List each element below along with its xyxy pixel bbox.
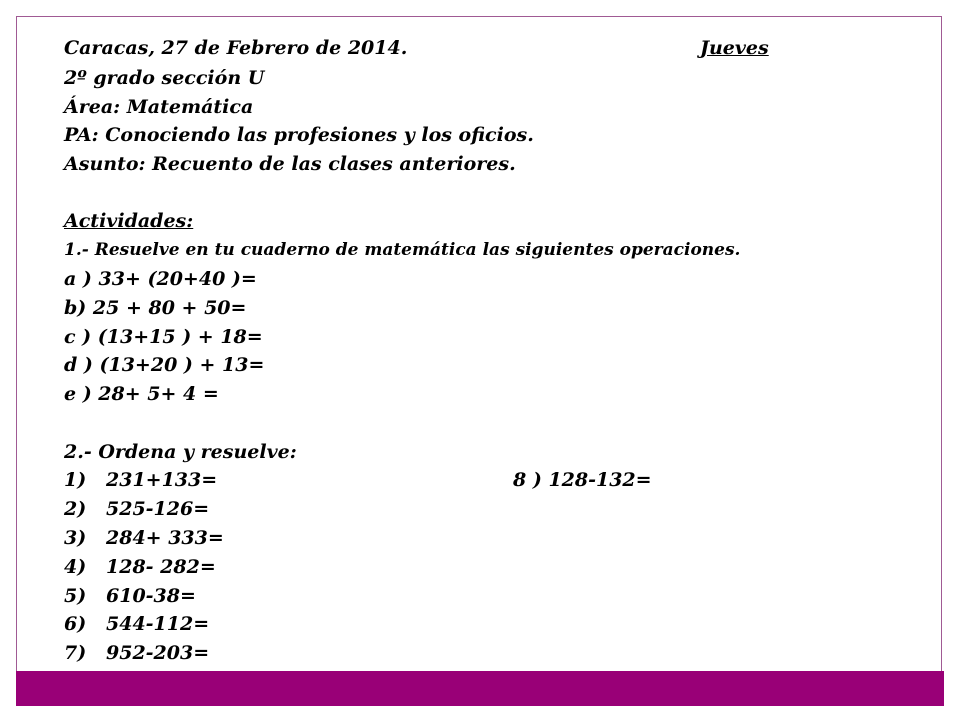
ordered-op-number: 6) [64, 613, 87, 635]
ordered-op-text: 544-112= [106, 613, 210, 635]
ordered-op-6 [64, 611, 209, 637]
ordered-op-8: 8 ) 128-132= [513, 469, 652, 491]
ordered-op-text: 610-38= [106, 585, 196, 607]
area-line: Área: Matemática [64, 96, 254, 118]
ordered-op-text: 525-126= [106, 498, 210, 520]
ordered-op-number: 1) [64, 469, 87, 491]
operation-e: e ) 28+ 5+ 4 = [64, 383, 219, 405]
activities-title: Actividades: [64, 210, 194, 232]
ordered-op-3 [64, 525, 224, 551]
ordered-op-text: 231+133= [106, 469, 218, 491]
subject-line: Asunto: Recuento de las clases anteriores. [64, 153, 516, 175]
ordered-op-number: 4) [64, 556, 87, 578]
operation-d: d ) (13+20 ) + 13= [64, 354, 265, 376]
ordered-op-number: 3) [64, 527, 87, 549]
ordered-op-number: 7) [64, 642, 87, 664]
instruction-2: 2.- Ordena y resuelve: [64, 441, 297, 463]
ordered-op-1 [64, 467, 652, 493]
ordered-op-number: 5) [64, 585, 87, 607]
ordered-op-text: 284+ 333= [106, 527, 224, 549]
ordered-op-text: 128- 282= [106, 556, 216, 578]
instruction-1: 1.- Resuelve en tu cuaderno de matemática las siguientes operaciones. [64, 240, 741, 260]
ordered-op-4 [64, 554, 216, 580]
operation-c: c ) (13+15 ) + 18= [64, 326, 263, 348]
date-line [64, 35, 769, 61]
weekday-text: Jueves [700, 37, 769, 59]
ordered-op-2 [64, 496, 209, 522]
pa-line: PA: Conociendo las profesiones y los oficios. [64, 124, 534, 146]
ordered-op-5 [64, 583, 196, 609]
date-text: Caracas, 27 de Febrero de 2014. [64, 37, 408, 59]
bottom-accent-bar [16, 671, 944, 706]
grade-line: 2º grado sección U [64, 67, 265, 89]
operation-a: a ) 33+ (20+40 )= [64, 268, 257, 290]
ordered-op-7 [64, 640, 209, 666]
operation-b: b) 25 + 80 + 50= [64, 297, 247, 319]
ordered-op-text: 952-203= [106, 642, 210, 664]
ordered-op-number: 2) [64, 498, 87, 520]
